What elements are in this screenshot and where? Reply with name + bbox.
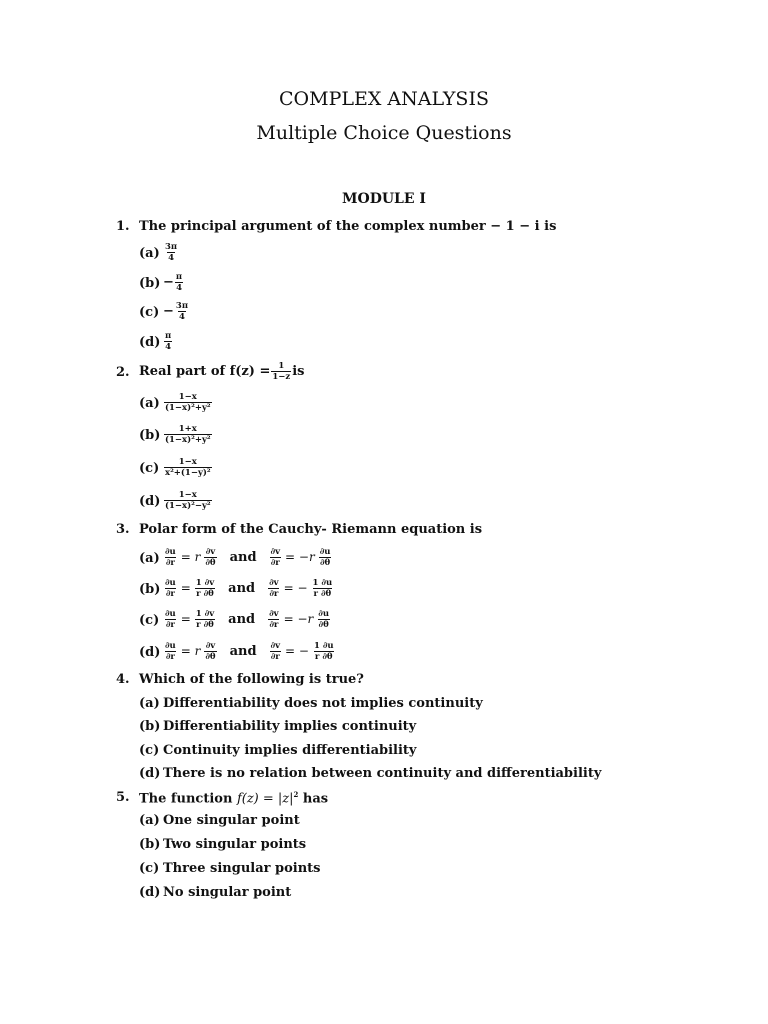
question-suffix: has (302, 791, 329, 807)
document-title: COMPLEX ANALYSIS (279, 88, 489, 110)
denominator: ∂θ (319, 558, 331, 568)
question-text: Which of the following is true? (139, 672, 364, 687)
fraction (195, 609, 215, 630)
question-prefix: The function (139, 791, 233, 807)
option-math (163, 301, 190, 322)
denominator: ∂r (165, 589, 175, 599)
question-math: f(z) = |z| (236, 791, 294, 807)
option-label: (a) (139, 246, 160, 261)
option-label: (d) (139, 766, 161, 781)
relation: = (180, 581, 191, 595)
relation: = − (285, 644, 309, 658)
document-subtitle: Multiple Choice Questions (256, 122, 512, 144)
relation: = r (180, 644, 201, 658)
sign: − (163, 304, 174, 319)
fraction (204, 547, 216, 568)
and-word: and (228, 612, 256, 627)
option-label: (a) (139, 813, 160, 828)
question-number: 2. (116, 365, 130, 380)
option-text: Two singular points (163, 837, 307, 852)
numerator: 1 ∂u (312, 578, 333, 588)
denominator: ∂r (165, 558, 175, 568)
denominator: 1−z (272, 372, 291, 382)
numerator: ∂u (318, 609, 330, 619)
numerator: 1 ∂v (195, 578, 215, 588)
question-text: The principal argument of the complex number − 1 − i is (139, 219, 557, 234)
option-label: (c) (139, 613, 160, 628)
fraction (204, 641, 216, 662)
exponent: 2 (293, 790, 299, 799)
option-label: (c) (139, 461, 160, 476)
option-math (163, 490, 213, 511)
numerator: 3π (165, 242, 178, 252)
denominator: r ∂θ (313, 589, 332, 599)
option-math (163, 272, 184, 293)
module-heading: MODULE I (342, 191, 426, 207)
fraction (317, 609, 330, 630)
option-text: Continuity implies differentiability (163, 743, 417, 758)
fraction (164, 392, 212, 413)
fraction (270, 547, 281, 568)
numerator: 1−x (178, 490, 197, 500)
denominator: ∂θ (205, 558, 216, 568)
cr-equation (163, 641, 336, 662)
fraction (164, 578, 177, 599)
numerator: ∂v (270, 547, 281, 557)
option-label: (d) (139, 494, 161, 509)
question-number: 5. (116, 790, 130, 805)
fraction (271, 361, 291, 382)
fraction (175, 301, 189, 322)
fraction (164, 457, 212, 478)
numerator: π (165, 331, 172, 341)
denominator: ∂r (270, 558, 280, 568)
denominator: x²+(1−y)² (165, 468, 211, 478)
fraction (164, 609, 177, 630)
option-label: (d) (139, 645, 161, 660)
and-word: and (229, 644, 257, 659)
and-word: and (228, 581, 256, 596)
fraction (313, 641, 335, 662)
cr-equation (163, 547, 332, 568)
denominator: ∂r (165, 620, 175, 630)
question-number: 3. (116, 522, 130, 537)
fraction (270, 641, 281, 662)
option-label: (a) (139, 696, 160, 711)
denominator: 4 (176, 283, 182, 293)
fraction (268, 578, 279, 599)
fraction (175, 272, 183, 293)
numerator: ∂v (205, 547, 216, 557)
denominator: r ∂θ (314, 652, 333, 662)
numerator: 1−x (178, 392, 197, 402)
denominator: ∂θ (205, 652, 216, 662)
numerator: 1 ∂v (195, 609, 215, 619)
option-label: (c) (139, 861, 160, 876)
numerator: ∂v (270, 641, 281, 651)
denominator: ∂r (269, 589, 279, 599)
numerator: 1+x (178, 424, 197, 434)
question-number: 1. (116, 219, 130, 234)
question-prefix: Real part of f(z) = (139, 364, 271, 379)
numerator: 1 (278, 361, 285, 371)
denominator: r ∂θ (196, 620, 214, 630)
fraction (164, 490, 212, 511)
denominator: (1−x)²−y² (165, 501, 211, 511)
option-label: (b) (139, 719, 161, 734)
option-text: Differentiability implies continuity (163, 719, 417, 734)
option-text: There is no relation between continuity and differentiability (163, 766, 602, 781)
denominator: 4 (168, 253, 175, 263)
option-label: (d) (139, 885, 161, 900)
option-label: (d) (139, 335, 161, 350)
option-math (163, 424, 213, 445)
option-label: (b) (139, 582, 161, 597)
option-math (163, 392, 213, 413)
relation: = r (180, 550, 201, 564)
question-text (139, 361, 304, 382)
numerator: ∂u (165, 609, 176, 619)
denominator: 4 (165, 342, 172, 352)
denominator: ∂r (165, 652, 175, 662)
option-label: (c) (139, 743, 160, 758)
numerator: ∂u (165, 547, 176, 557)
option-text: Differentiability does not implies continuity (163, 696, 483, 711)
fraction (319, 547, 332, 568)
relation: = −r (285, 550, 315, 564)
cr-equation (163, 609, 331, 630)
denominator: ∂r (269, 620, 279, 630)
numerator: ∂v (269, 578, 279, 588)
question-text (139, 790, 328, 806)
fraction (164, 424, 212, 445)
numerator: 1 ∂u (313, 641, 334, 651)
option-text: No singular point (163, 885, 292, 900)
option-label: (a) (139, 396, 160, 411)
denominator: ∂r (270, 652, 280, 662)
sign: − (163, 275, 174, 290)
fraction (268, 609, 279, 630)
option-math (163, 331, 173, 352)
relation: = − (283, 581, 308, 595)
denominator: r ∂θ (196, 589, 214, 599)
option-label: (a) (139, 551, 160, 566)
and-word: and (229, 550, 257, 565)
fraction (164, 547, 177, 568)
option-label: (c) (139, 305, 160, 320)
fraction (195, 578, 215, 599)
denominator: (1−x)²+y² (165, 435, 211, 445)
option-label: (b) (139, 837, 161, 852)
question-text: Polar form of the Cauchy- Riemann equation is (139, 522, 483, 537)
numerator: 1−x (178, 457, 197, 467)
numerator: π (175, 272, 183, 282)
numerator: ∂v (205, 641, 216, 651)
numerator: ∂u (165, 641, 176, 651)
numerator: 3π (175, 301, 189, 311)
question-number: 4. (116, 672, 130, 687)
denominator: ∂θ (318, 620, 329, 630)
fraction (164, 331, 172, 352)
denominator: (1−x)²+y² (165, 403, 211, 413)
relation: = −r (283, 612, 314, 626)
relation: = (180, 612, 191, 626)
option-text: One singular point (163, 813, 300, 828)
option-label: (b) (139, 428, 161, 443)
fraction (164, 242, 178, 263)
numerator: ∂u (319, 547, 331, 557)
numerator: ∂u (165, 578, 176, 588)
option-math (163, 457, 213, 478)
cr-equation (163, 578, 334, 599)
fraction (164, 641, 177, 662)
option-math (163, 242, 179, 263)
option-text: Three singular points (163, 861, 321, 876)
numerator: ∂v (269, 609, 279, 619)
fraction (312, 578, 334, 599)
question-suffix: is (292, 364, 305, 379)
denominator: 4 (179, 312, 185, 322)
option-label: (b) (139, 276, 161, 291)
